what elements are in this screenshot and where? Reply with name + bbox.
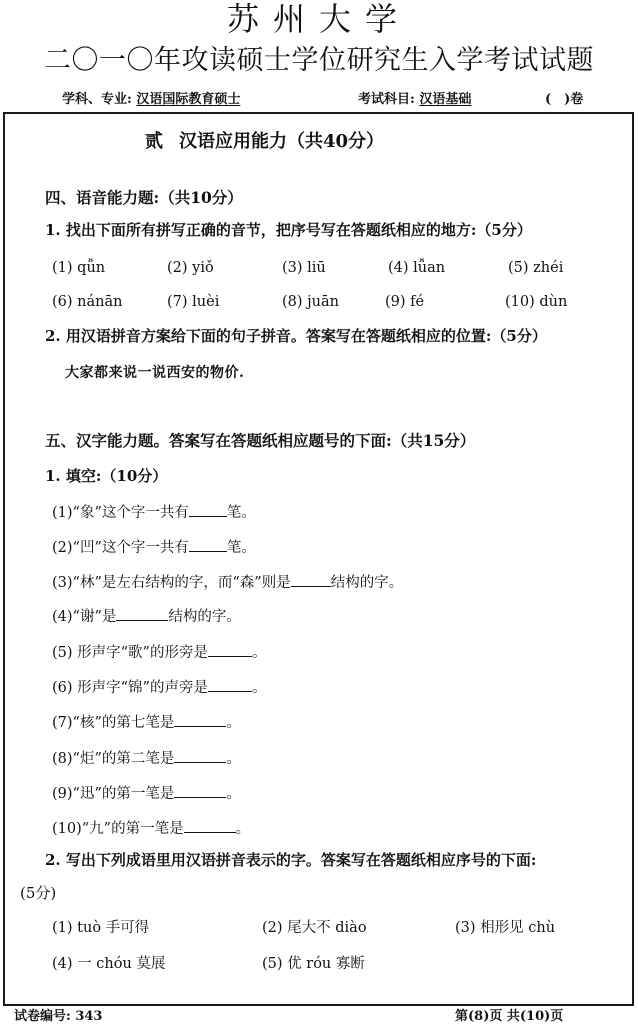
paper-code: 试卷编号: 343: [14, 1009, 103, 1024]
major-field: [62, 91, 240, 109]
pinyin-option: (5) zhéi: [508, 260, 564, 276]
part5-q2-text: 2. 写出下列成语里用汉语拼音表示的字。答案写在答题纸相应序号的下面:: [45, 851, 537, 869]
subject-label: 考试科目:: [358, 92, 415, 107]
fill-item: (10)“九”的第一笔是 。: [52, 818, 250, 840]
part5-q2-points: (5分): [20, 884, 57, 902]
paper-type: ( )卷: [545, 92, 584, 107]
answer-blank: [184, 818, 236, 833]
exam-content-frame: [3, 112, 634, 1006]
idiom-item: (2) 尾大不 diào: [262, 920, 367, 936]
fill-item: (3)“林”是左右结构的字，而“森”则是 结构的字。: [52, 572, 403, 594]
answer-blank: [291, 572, 331, 587]
fill-item: (6) 形声字“锦”的声旁是 。: [52, 677, 266, 699]
fill-item: (8)“炬”的第二笔是 。: [52, 748, 241, 770]
pinyin-option: (10) dùn: [505, 294, 568, 310]
pinyin-option: (8) juān: [282, 294, 339, 310]
answer-blank: [174, 712, 226, 727]
answer-blank: [116, 606, 168, 621]
pinyin-option: (9) fé: [385, 294, 425, 310]
subject-field: [358, 91, 471, 109]
page-info: 第(8)页 共(10)页: [455, 1009, 564, 1024]
section-title: [145, 129, 384, 155]
idiom-item: (3) 相形见 chù: [455, 920, 556, 936]
pinyin-option: (1) qǚn: [52, 260, 106, 276]
fill-item: (9)“迅”的第一笔是 。: [52, 783, 241, 805]
major-value: 汉语国际教育硕士: [136, 92, 241, 107]
fill-item: (4)“谢”是 结构的字。: [52, 606, 241, 628]
section-number: 贰: [145, 131, 163, 152]
major-label: 学科、专业:: [62, 92, 132, 107]
section-heading: 汉语应用能力（共40分）: [179, 131, 385, 152]
pinyin-option: (2) yiǒ: [167, 260, 214, 276]
answer-blank: [189, 537, 227, 552]
part5-heading: 五、汉字能力题。答案写在答题纸相应题号的下面:（共15分）: [45, 431, 476, 450]
fill-item: (5) 形声字“歌”的形旁是 。: [52, 642, 266, 664]
idiom-item: (5) 优 róu 寡断: [262, 956, 365, 972]
fill-item: (2)“凹”这个字一共有 笔。: [52, 537, 256, 559]
idiom-item: (4) 一 chóu 莫展: [52, 956, 166, 972]
pinyin-option: (3) liū: [282, 260, 326, 276]
answer-blank: [174, 748, 226, 763]
answer-blank: [189, 502, 227, 517]
pinyin-option: (7) luèi: [167, 294, 220, 310]
fill-item: (1)“象”这个字一共有 笔。: [52, 502, 256, 524]
part4-q2-sentence: 大家都来说一说西安的物价.: [65, 365, 245, 381]
answer-blank: [208, 642, 252, 657]
answer-blank: [208, 677, 252, 692]
part4-q2-text: 2. 用汉语拼音方案给下面的句子拼音。答案写在答题纸相应的位置:（5分）: [45, 327, 547, 345]
subject-value: 汉语基础: [419, 92, 472, 107]
answer-blank: [174, 783, 226, 798]
university-name: 苏州大学: [226, 0, 411, 38]
part5-q1-text: 1. 填空:（10分）: [45, 467, 168, 485]
part4-q1-text: 1. 找出下面所有拼写正确的音节，把序号写在答题纸相应的地方:（5分）: [45, 221, 532, 239]
pinyin-option: (4) lǚan: [388, 260, 446, 276]
exam-title: 二〇一〇年攻读硕士学位研究生入学考试试题: [44, 45, 594, 76]
part4-heading: 四、语音能力题:（共10分）: [45, 188, 243, 207]
pinyin-option: (6) nánān: [52, 294, 123, 310]
fill-item: (7)“核”的第七笔是 。: [52, 712, 241, 734]
idiom-item: (1) tuò 手可得: [52, 920, 150, 936]
